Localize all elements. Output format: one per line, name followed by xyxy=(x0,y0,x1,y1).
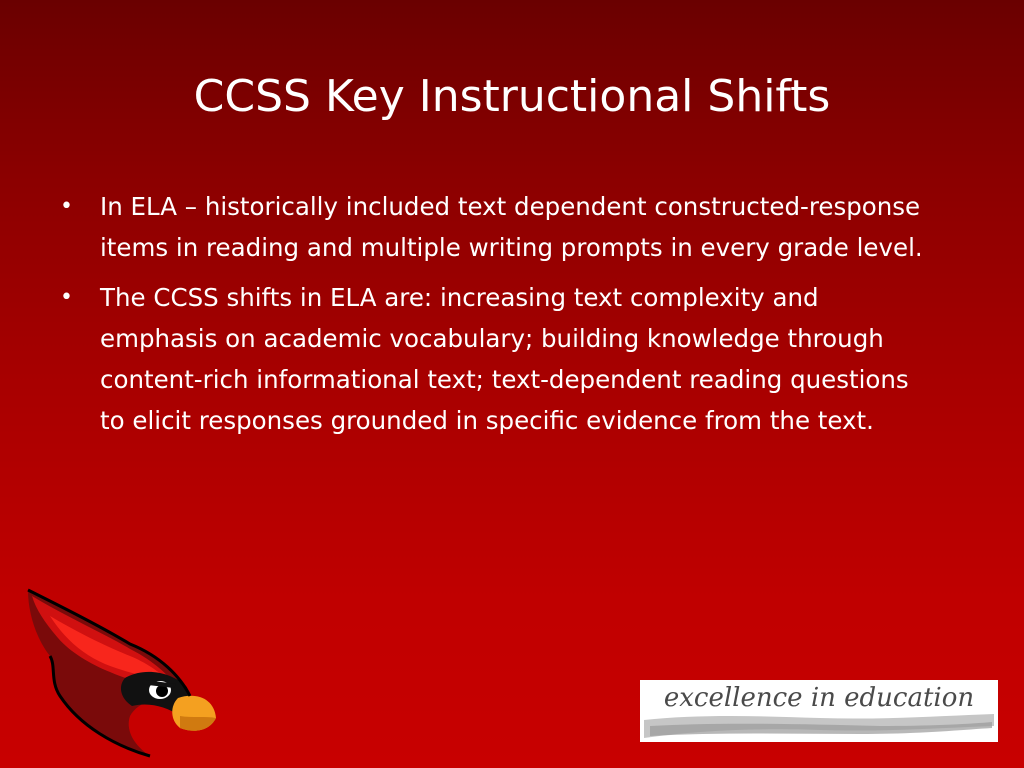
bullet-text: In ELA – historically included text dependent constructed-response items in reading and multiple writing prompts in every grade level. xyxy=(100,192,923,262)
bullet-item xyxy=(54,186,924,268)
excellence-logo xyxy=(640,680,998,742)
bullet-list xyxy=(54,186,924,450)
cardinal-head-icon xyxy=(20,586,220,758)
bullet-item xyxy=(54,277,924,441)
bullet-icon: • xyxy=(60,285,73,310)
logo-text: excellence in education xyxy=(663,683,975,713)
bullet-text: The CCSS shifts in ELA are: increasing text complexity and emphasis on academic vocabulary; building knowledge through content-rich informational text; text-dependent reading questions to elicit responses grounded in specific evidence from the text. xyxy=(100,283,909,435)
bullet-icon: • xyxy=(60,194,73,219)
slide-title: CCSS Key Instructional Shifts xyxy=(193,71,831,122)
